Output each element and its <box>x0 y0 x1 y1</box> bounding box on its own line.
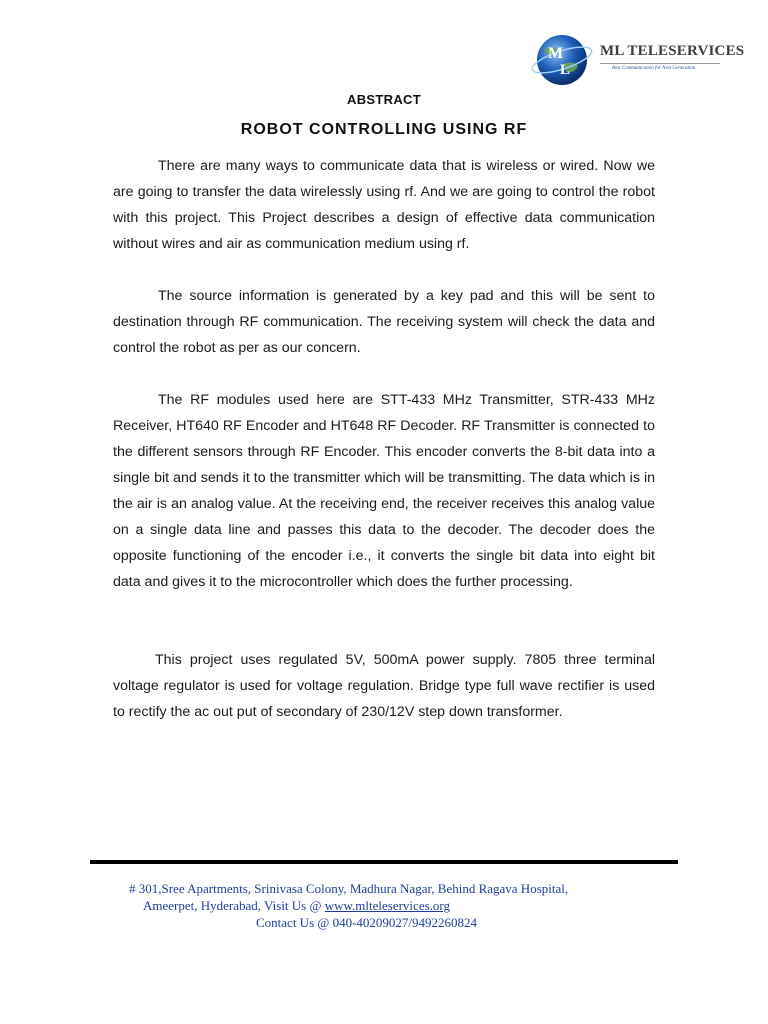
footer-city-visit <box>143 898 450 914</box>
company-logo <box>530 30 745 90</box>
logo-divider <box>600 63 720 64</box>
paragraph-rf-modules: The RF modules used here are STT-433 MHz Transmitter, STR-433 MHz Receiver, HT640 RF Encoder and HT648 RF Decoder. RF Transmitter is connected to the different sensors through RF Encoder. This encoder converts the 8-bit data into a single bit and sends it to the transmitter which will be transmitting. The data which is in the air is an analog value. At the receiving end, the receiver receives this analog value on a single data line and passes this data to the decoder. The decoder does the opposite functioning of the encoder i.e., it converts the single bit data into eight bit data and gives it to the microcontroller which does the further processing. <box>113 392 655 590</box>
footer-visit-text: Ameerpet, Hyderabad, Visit Us @ <box>143 898 325 913</box>
footer-address: # 301,Sree Apartments, Srinivasa Colony, Madhura Nagar, Behind Ragava Hospital, <box>129 881 569 896</box>
globe-ml-icon <box>530 30 596 90</box>
company-name: ML TELESERVICES <box>600 43 745 59</box>
document-title: ROBOT CONTROLLING USING RF <box>240 121 528 138</box>
company-tagline: Best Communication for Next Generation <box>612 66 696 71</box>
footer-contact: Contact Us @ 040-40209027/9492260824 <box>256 915 478 930</box>
footer-divider <box>90 860 678 864</box>
paragraph-intro: There are many ways to communicate data that is wireless or wired. Now we are going to transfer the data wirelessly using rf. And we are going to control the robot with this project. This Project describes a design of effective data communication without wires and air as communication medium using rf. <box>113 158 655 252</box>
svg-text:L: L <box>560 62 571 78</box>
abstract-heading: ABSTRACT <box>347 92 421 107</box>
paragraph-source-info: The source information is generated by a key pad and this will be sent to destination through RF communication. The receiving system will check the data and control the robot as per as our concern. <box>113 288 655 356</box>
website-link[interactable]: www.mlteleservices.org <box>324 898 450 913</box>
paragraph-power-supply: This project uses regulated 5V, 500mA power supply. 7805 three terminal voltage regulator is used for voltage regulation. Bridge type full wave rectifier is used to rectify the ac out put of secondary of 230/12V step down transformer. <box>113 652 655 720</box>
svg-text:M: M <box>548 45 564 62</box>
